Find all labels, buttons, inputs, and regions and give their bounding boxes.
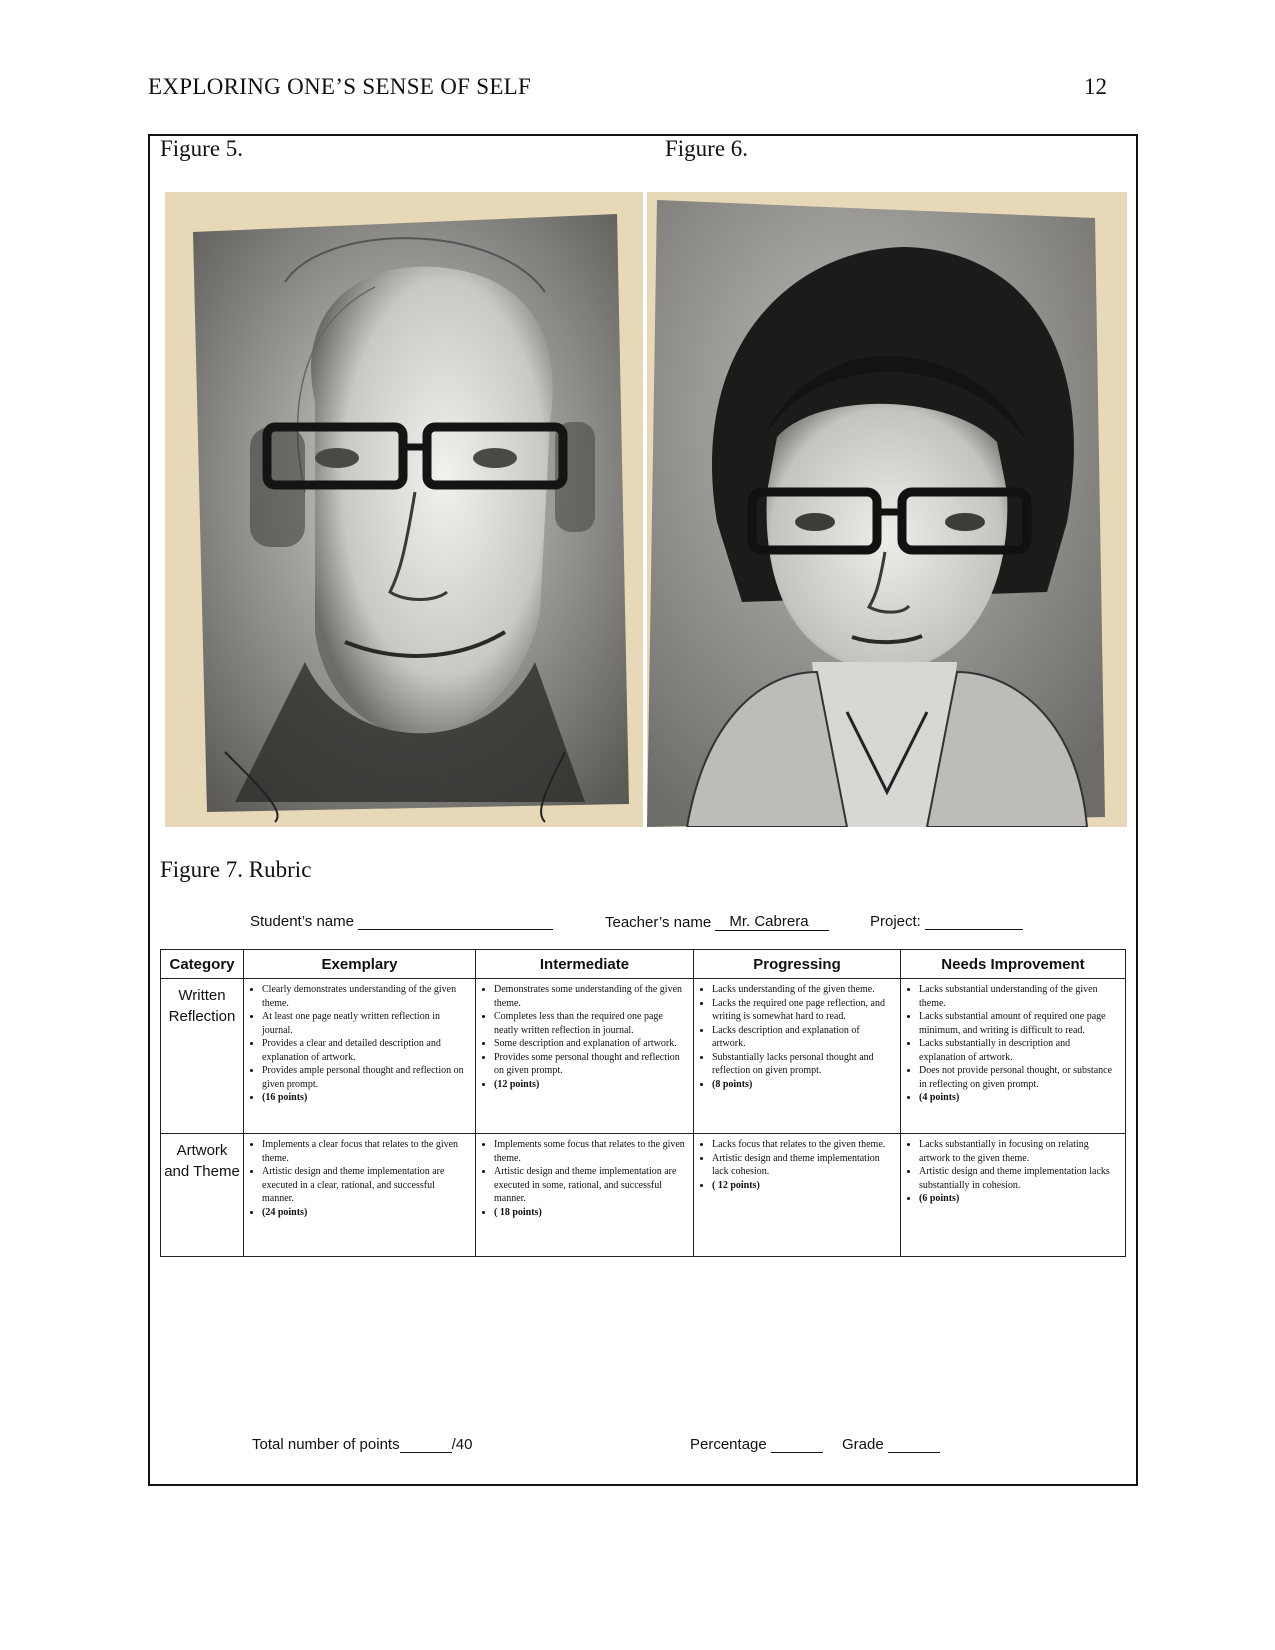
figure-6-label: Figure 6. [665, 136, 749, 161]
criterion: • Substantially lacks personal thought and reflection on given prompt. [712, 1051, 894, 1078]
category-cell: Written Reflection [161, 979, 244, 1134]
figure-5-portrait [165, 192, 643, 827]
criterion: • Lacks description and explanation of artwork. [712, 1024, 894, 1051]
criterion: • Provides some personal thought and reflection on given prompt. [494, 1051, 687, 1078]
student-name-label: Student’s name [250, 913, 354, 930]
criteria-cell-exemplary [244, 1134, 476, 1257]
criteria-cell-progressing [694, 979, 901, 1134]
criterion: • Clearly demonstrates understanding of the given theme. [262, 983, 469, 1010]
criterion: • Lacks the required one page reflection, and writing is somewhat hard to read. [712, 997, 894, 1024]
header-category: Category [161, 950, 244, 979]
teacher-name-label: Teacher’s name [605, 914, 712, 931]
criterion: • Lacks understanding of the given theme. [712, 983, 894, 997]
criterion: • Lacks substantially in description and explanation of artwork. [919, 1037, 1119, 1064]
total-points-label: Total number of points [252, 1436, 400, 1453]
rubric-header-line [250, 913, 1050, 943]
points: • ( 12 points) [712, 1179, 894, 1193]
criteria-cell-needs-improvement [901, 1134, 1126, 1257]
criterion: • Artistic design and theme implementation are executed in a clear, rational, and successful manner. [262, 1165, 469, 1206]
criterion: • Does not provide personal thought, or substance in reflecting on given prompt. [919, 1064, 1119, 1091]
percentage-field [690, 1436, 823, 1453]
points: • (24 points) [262, 1206, 469, 1220]
rubric-header-row [161, 950, 1126, 979]
header-exemplary: Exemplary [244, 950, 476, 979]
points: • (16 points) [262, 1091, 469, 1105]
criterion: • Artistic design and theme implementation lack cohesion. [712, 1152, 894, 1179]
criteria-cell-needs-improvement [901, 979, 1126, 1134]
figure-7-label: Figure 7. Rubric [160, 857, 312, 882]
rubric-table [160, 949, 1126, 1257]
teacher-name-value: Mr. Cabrera [715, 913, 828, 931]
category-cell: Artwork and Theme [161, 1134, 244, 1257]
header-progressing: Progressing [694, 950, 901, 979]
criterion: • Demonstrates some understanding of the given theme. [494, 983, 687, 1010]
header-intermediate: Intermediate [476, 950, 694, 979]
grade-label: Grade [842, 1436, 884, 1453]
criterion: • Provides ample personal thought and reflection on given prompt. [262, 1064, 469, 1091]
criterion: • Provides a clear and detailed description and explanation of artwork. [262, 1037, 469, 1064]
percentage-label: Percentage [690, 1436, 767, 1453]
grade-field [842, 1436, 940, 1453]
criterion: • Lacks substantially in focusing on relating artwork to the given theme. [919, 1138, 1119, 1165]
criterion: • Completes less than the required one page neatly written reflection in journal. [494, 1010, 687, 1037]
criterion: • Artistic design and theme implementation are executed in some, rational, and successful manner. [494, 1165, 687, 1206]
student-name-field [250, 913, 553, 930]
points: • (12 points) [494, 1078, 687, 1092]
points: • (8 points) [712, 1078, 894, 1092]
header-needs-improvement: Needs Improvement [901, 950, 1126, 979]
criterion: • Some description and explanation of artwork. [494, 1037, 687, 1051]
project-field [870, 913, 1023, 930]
points: • (6 points) [919, 1192, 1119, 1206]
criterion: • Lacks focus that relates to the given theme. [712, 1138, 894, 1152]
running-head: EXPLORING ONE’S SENSE OF SELF [148, 74, 532, 99]
criterion: • Implements some focus that relates to the given theme. [494, 1138, 687, 1165]
rubric-row-artwork-and-theme [161, 1134, 1126, 1257]
criterion: • Lacks substantial understanding of the given theme. [919, 983, 1119, 1010]
points: • ( 18 points) [494, 1206, 687, 1220]
project-blank [925, 928, 1023, 930]
criterion: • At least one page neatly written reflection in journal. [262, 1010, 469, 1037]
percentage-blank [771, 1451, 823, 1453]
project-label: Project: [870, 913, 921, 930]
page-number: 12 [1084, 74, 1107, 99]
figure-6-portrait [647, 192, 1127, 827]
criterion: • Artistic design and theme implementation lacks substantially in cohesion. [919, 1165, 1119, 1192]
student-name-blank [358, 928, 553, 930]
total-points-blank [400, 1451, 452, 1453]
points: • (4 points) [919, 1091, 1119, 1105]
criterion: • Implements a clear focus that relates to the given theme. [262, 1138, 469, 1165]
rubric-row-written-reflection [161, 979, 1126, 1134]
criteria-cell-intermediate [476, 979, 694, 1134]
criteria-cell-exemplary [244, 979, 476, 1134]
criteria-cell-progressing [694, 1134, 901, 1257]
criterion: • Lacks substantial amount of required one page minimum, and writing is difficult to read. [919, 1010, 1119, 1037]
criteria-cell-intermediate [476, 1134, 694, 1257]
total-points-suffix: /40 [451, 1436, 473, 1453]
grade-blank [888, 1451, 940, 1453]
figure-5-label: Figure 5. [160, 136, 244, 161]
teacher-name-field [605, 913, 829, 931]
total-points-field [252, 1436, 472, 1453]
